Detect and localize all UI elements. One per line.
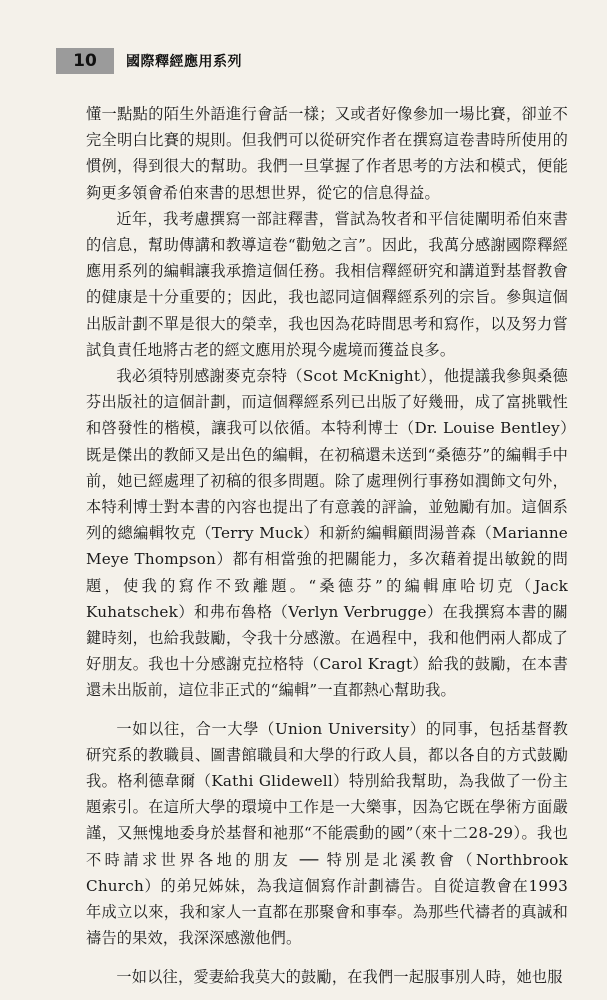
running-header [56, 48, 242, 74]
paragraph-acknowledgements-wife: 一如以往，愛妻給我莫大的鼓勵，在我們一起服事別人時，她也服 [116, 967, 563, 986]
page-number: 10 [56, 48, 114, 74]
paragraph-continued: 懂一點點的陌生外語進行會話一樣；又或者好像參加一場比賽，卻並不完全明白比賽的規則。但我們可以從研究作者在撰寫這卷書時所使用的慣例，得到很大的幫助。我們一旦掌握了作者思考的方法和模式，便能夠更多領會希伯來書的思想世界，從它的信息得益。 [86, 105, 568, 202]
series-title: 國際釋經應用系列 [126, 54, 242, 70]
paragraph-acknowledgements-editors: 我必須特別感謝麥克奈特（Scot McKnight），他提議我參與桑德芬出版社的這個計劃，而這個釋經系列已出版了好幾冊，成了富挑戰性和啓發性的楷模，讓我可以依循。本特利博士（Dr. Louise Bentley）既是傑出的教師又是出色的編輯，在初稿還未送到“桑德芬”的編輯手中前，她已經處理了初稿的很多問題。除了處理例行事務如潤飾文句外，本特利博士對本書的內容也提出了有意義的評論，並勉勵有加。這個系列的總編輯牧克（Terry Muck）和新約編輯顧問湯普森（Marianne Meye Thompson）都有相當強的把關能力，多次藉着提出敏銳的問題，使我的寫作不致離題。“桑德芬”的編輯庫哈切克（Jack Kuhatschek）和弗布魯格（Verlyn Verbrugge）在我撰寫本書的關鍵時刻，也給我鼓勵，令我十分感激。在過程中，我和他們兩人都成了好朋友。我也十分感謝克拉格特（Carol Kragt）給我的鼓勵，在本書還未出版前，這位非正式的“編輯”一直都熱心幫助我。 [86, 367, 568, 700]
paragraph-commentary-intro: 近年，我考慮撰寫一部註釋書，嘗試為牧者和平信徒闡明希伯來書的信息，幫助傳講和教導這卷“勸勉之言”。因此，我萬分感謝國際釋經應用系列的編輯讓我承擔這個任務。我相信釋經研究和講道對基督教會的健康是十分重要的；因此，我也認同這個釋經系列的宗旨。參與這個出版計劃不單是很大的榮幸，我也因為花時間思考和寫作，以及努力嘗試負責任地將古老的經文應用於現今處境而獲益良多。 [86, 209, 568, 359]
body-text [86, 101, 568, 990]
paragraph-acknowledgements-university: 一如以往，合一大學（Union University）的同事，包括基督教研究系的教職員、圖書館職員和大學的行政人員，都以各自的方式鼓勵我。格利德韋爾（Kathi Glidewell）特別給我幫助，為我做了一份主題索引。在這所大學的環境中工作是一大樂事，因為它既在學術方面嚴謹，又無愧地委身於基督和祂那“不能震動的國”（來十二28-29）。我也不時請求世界各地的朋友 ── 特別是北溪教會（Northbrook Church）的弟兄姊妹，為我這個寫作計劃禱告。自從這教會在1993年成立以來，我和家人一直都在那聚會和事奉。為那些代禱者的真誠和禱告的果效，我深深感激他們。 [86, 719, 568, 948]
